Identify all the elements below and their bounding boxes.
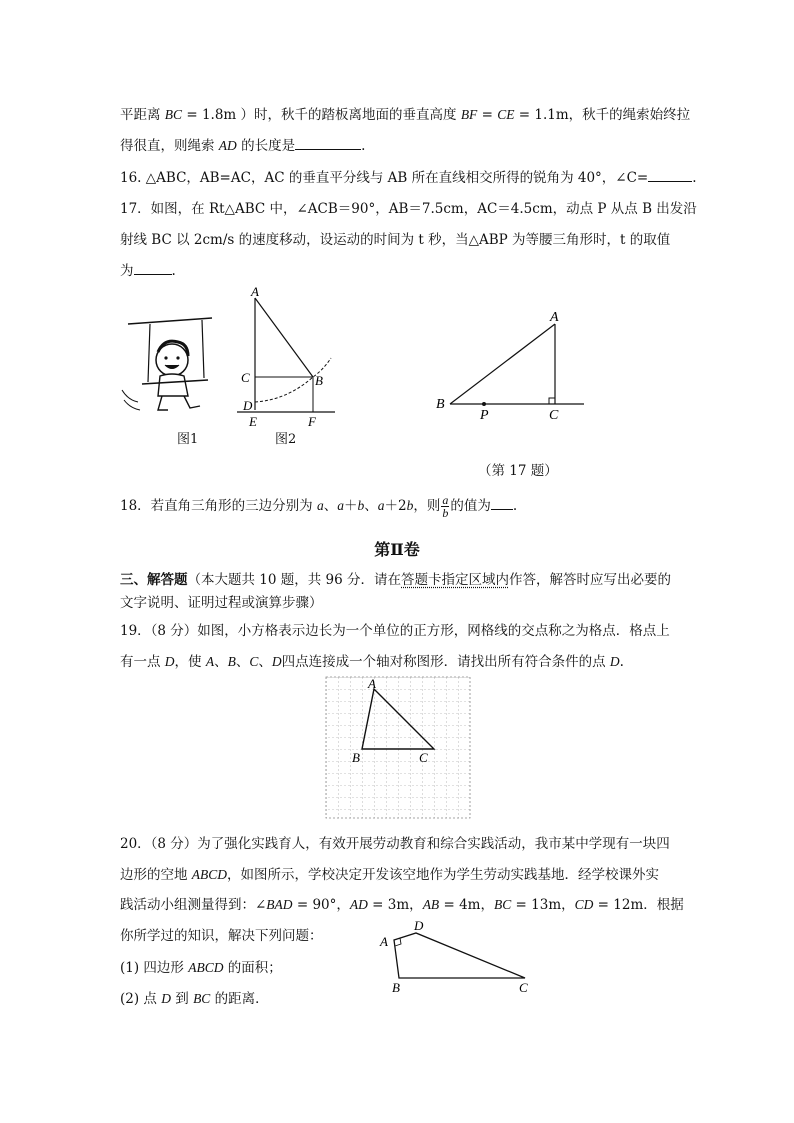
q19-line1: 19．（8 分）如图，小方格表示边长为一个单位的正方形，网格线的交点称之为格点．格点上 — [120, 623, 670, 639]
point-P — [482, 402, 486, 406]
q20-line2: 边形的空地 ABCD，如图所示，学校决定开发该空地作为学生劳动实践基地．经学校课外实 — [120, 867, 660, 883]
q20-label-B: B — [392, 980, 400, 995]
answer-blank[interactable] — [648, 168, 692, 182]
answer-blank[interactable] — [134, 261, 172, 275]
q20-line1: 20．（8 分）为了强化实践育人，有效开展劳动教育和综合实践活动，我市某中学现有一块四 — [120, 836, 670, 852]
fig2-label-E: E — [249, 414, 257, 429]
q16-text: 16. △ABC，AB=AC，AC 的垂直平分线与 AB 所在直线相交所得的锐角为 40°，∠C= . — [120, 170, 697, 186]
q15-line2: 得很直，则绳索 AD 的长度是 . — [120, 138, 366, 154]
q17-line3: 为 . — [120, 263, 176, 279]
q20-label-C: C — [519, 980, 528, 995]
q17-line1: 17．如图，在 Rt△ABC 中，∠ACB＝90°，AB＝7.5cm，AC＝4.5cm，动点 P 从点 B 出发沿 — [120, 201, 697, 217]
fig17-label-B: B — [436, 397, 445, 412]
fig2-label-A: A — [251, 284, 259, 299]
q20-line4: 你所学过的知识，解决下列问题： — [120, 928, 323, 944]
q20-quadrilateral-figure — [372, 916, 542, 996]
answer-blank[interactable] — [491, 496, 513, 510]
fraction-a-over-b: $\frac{a}{b}$ — [442, 493, 449, 520]
section3-line2: 文字说明、证明过程或演算步骤） — [120, 595, 323, 611]
figure1-swing — [118, 310, 218, 420]
q19-label-C: C — [419, 750, 428, 765]
section3-line1: 三、解答题（本大题共 10 题，共 96 分．请在答题卡指定区域内作答，解答时应写出必要的 — [120, 572, 672, 588]
fig2-label-B: B — [315, 373, 323, 388]
figure17-caption: （第 17 题） — [478, 463, 558, 479]
fig2-label-D: D — [243, 398, 253, 413]
q20-label-A: A — [380, 934, 388, 949]
figure17-triangle — [430, 305, 590, 425]
q19-label-A: A — [368, 676, 376, 691]
q20-label-D: D — [414, 918, 424, 933]
q17-line2: 射线 BC 以 2cm/s 的速度移动，设运动的时间为 t 秒，当△ABP 为等腰三角形时，t 的取值 — [120, 232, 671, 248]
section-title: 第Ⅱ卷 — [374, 540, 420, 559]
q20-sub2: (2) 点 D 到 BC 的距离． — [120, 991, 269, 1007]
q19-label-B: B — [352, 750, 360, 765]
fig2-label-C: C — [241, 370, 250, 385]
q19-grid-figure — [325, 676, 471, 820]
q19-line2: 有一点 D，使 A、B、C、D四点连接成一个轴对称图形．请找出所有符合条件的点 D. — [120, 654, 624, 670]
figure2-diagram — [235, 284, 350, 434]
figure1-caption: 图1 — [177, 432, 199, 447]
q20-line3: 践活动小组测量得到：∠BAD = 90°，AD = 3m，AB = 4m，BC = 13m，CD = 12m．根据 — [120, 897, 684, 913]
q18-text: 18．若直角三角形的三边分别为 a、a＋b、a＋2b，则 $\frac{a}{b}$ 的值为 . — [120, 493, 518, 520]
answer-blank[interactable] — [295, 136, 361, 150]
figure2-caption: 图2 — [275, 432, 297, 447]
q15-line1: 平距离 BC = 1.8m ）时，秋千的踏板离地面的垂直高度 BF = CE = 1.1m，秋千的绳索始终拉 — [120, 107, 691, 123]
q20-sub1: (1) 四边形 ABCD 的面积； — [120, 960, 282, 976]
fig2-label-F: F — [308, 414, 316, 429]
quadrilateral-ABCD — [394, 933, 525, 978]
fig17-label-P: P — [480, 408, 489, 423]
fig17-label-C: C — [549, 408, 559, 423]
fig17-label-A: A — [550, 310, 559, 325]
